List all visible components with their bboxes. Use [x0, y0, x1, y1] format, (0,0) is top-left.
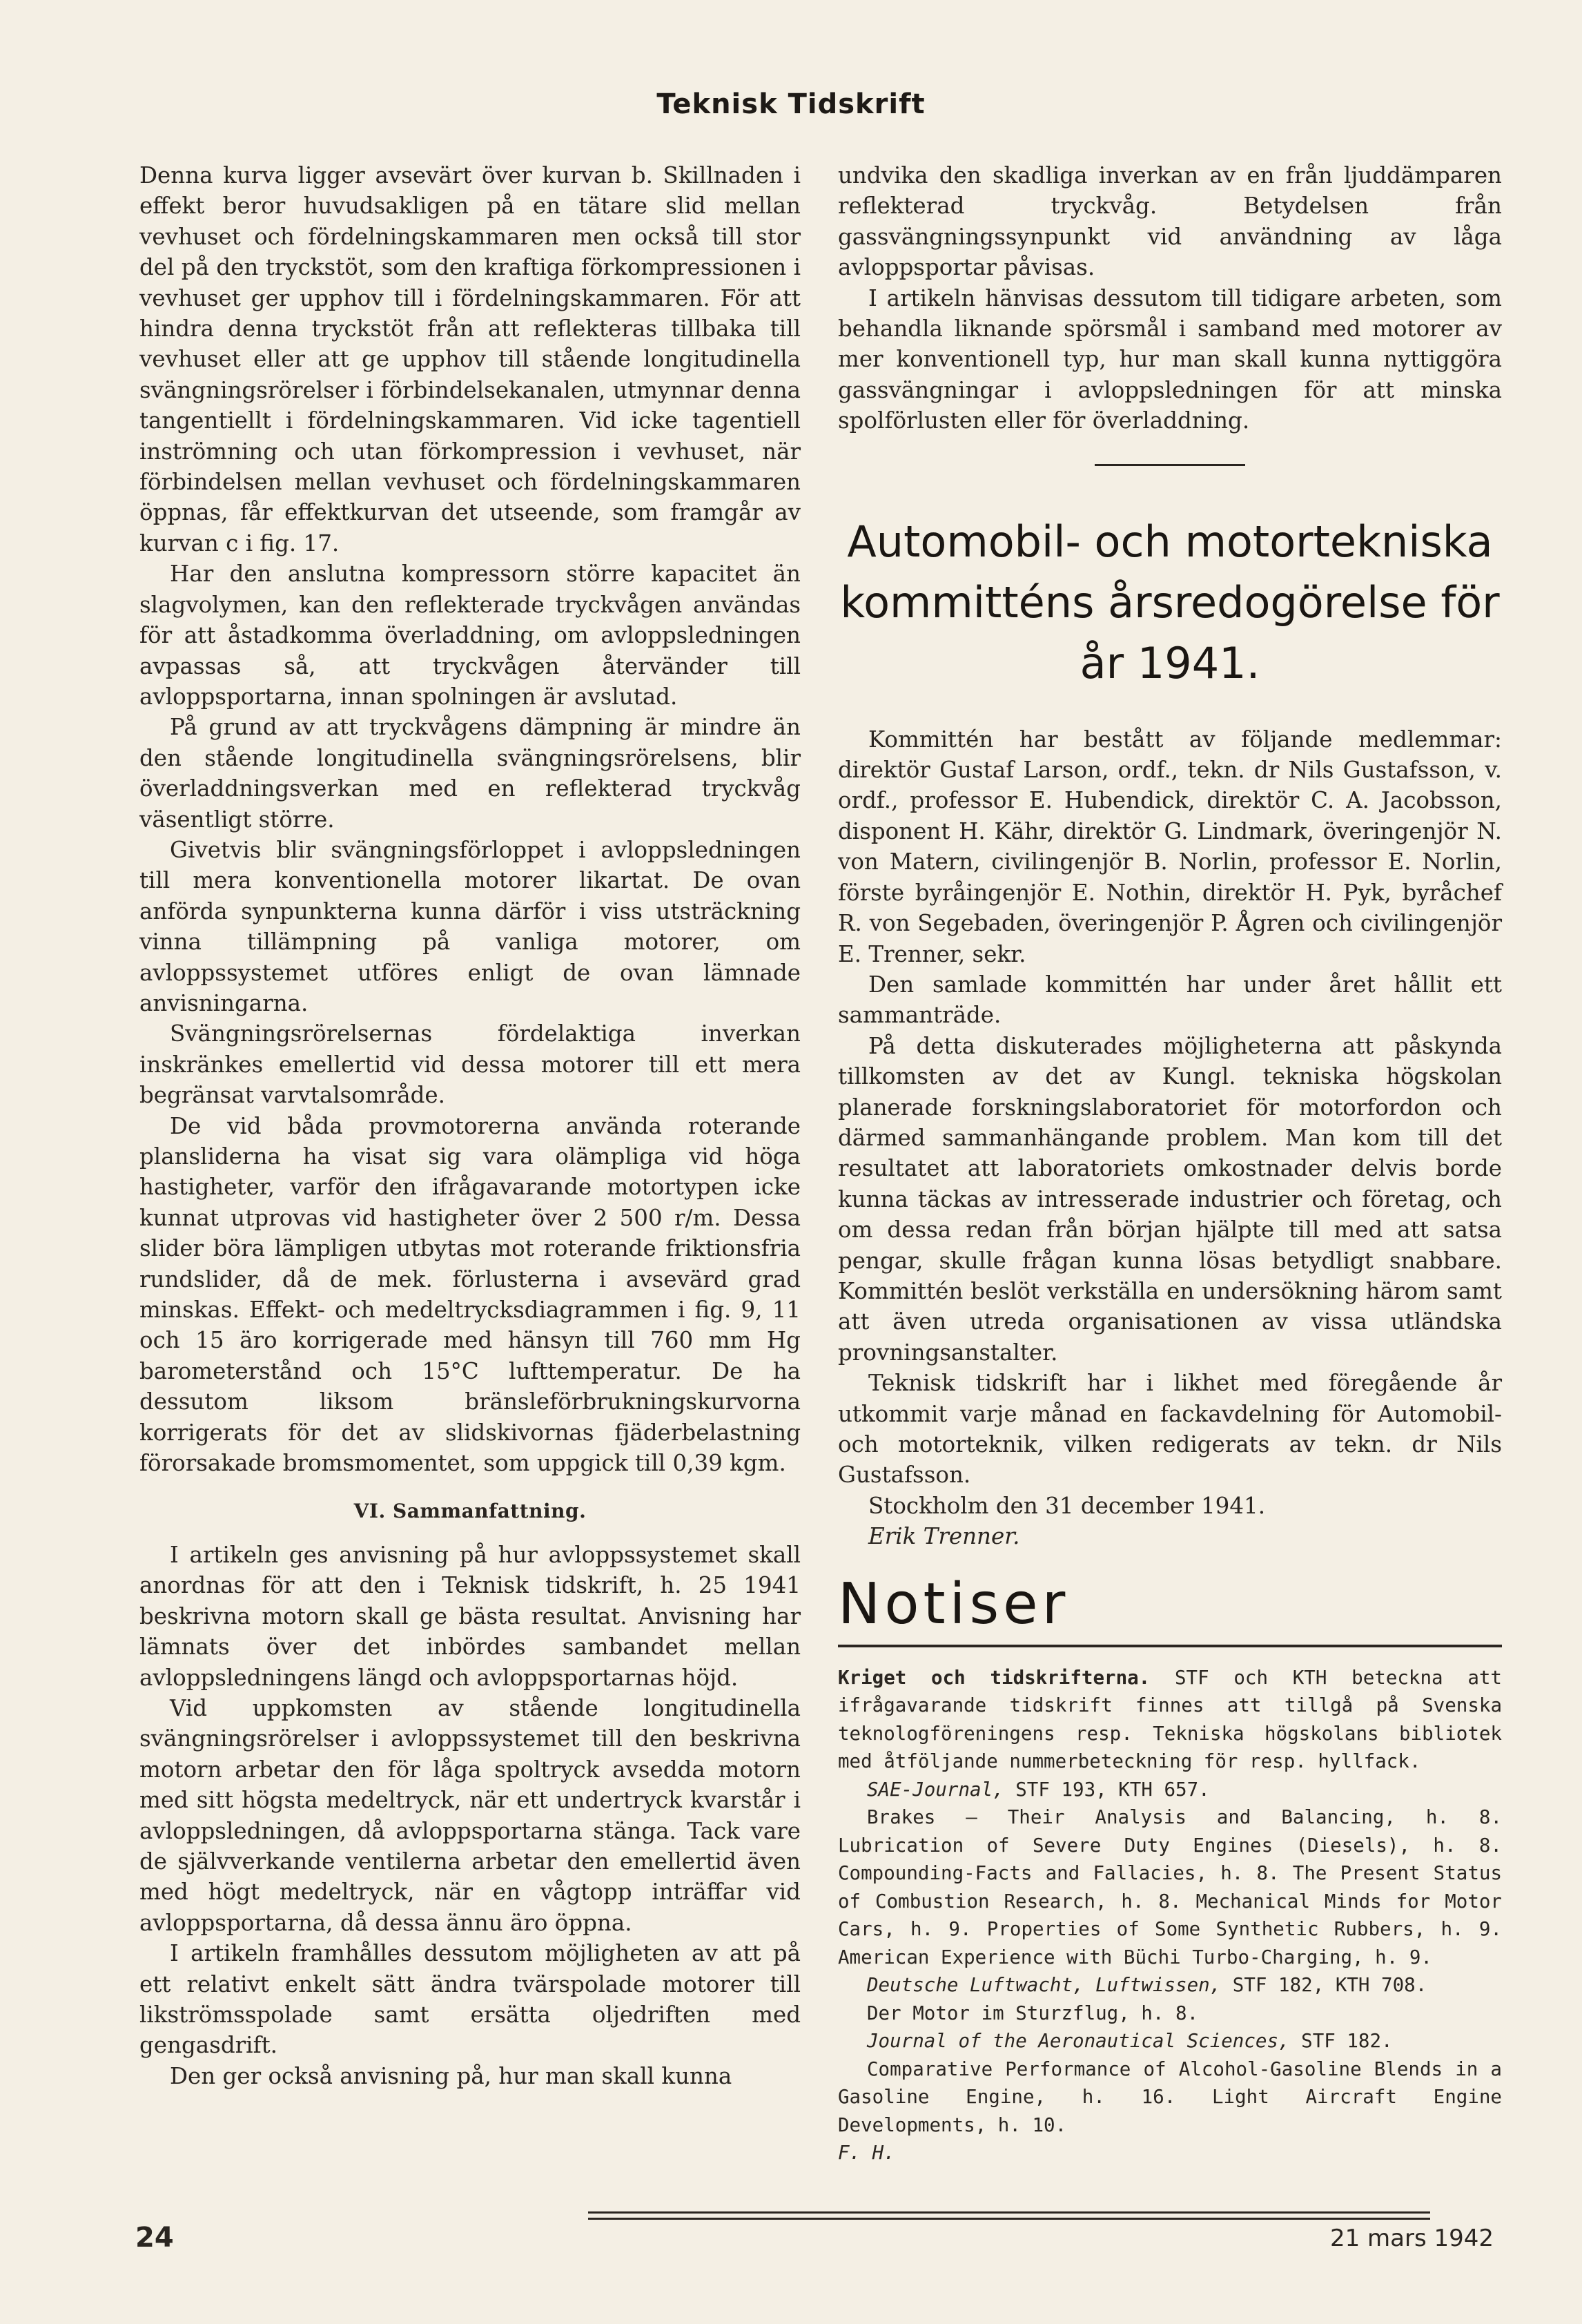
- article-paragraph: Teknisk tidskrift har i likhet med föregående år utkommit varje månad en fackavdelning för Automobil- och motorteknik, vilken redigerats av tekn. dr Nils Gustafsson.: [838, 1370, 1502, 1489]
- footer-rule: [588, 2211, 1430, 2220]
- notiser-rule: [838, 1645, 1502, 1647]
- journal-title: Deutsche Luftwacht, Luftwissen,: [867, 1974, 1222, 1997]
- notiser-lead: [838, 1664, 1502, 1776]
- body-paragraph: På grund av att tryckvågens dämpning är mindre än den stående longitudinella svängningsrörelsens, blir överladdningsverkan med en reflekterad tryckvåg väsentligt större.: [139, 714, 801, 833]
- masthead: Teknisk Tidskrift: [656, 88, 926, 120]
- body-paragraph: Denna kurva ligger avsevärt över kurvan b. Skillnaden i effekt beror huvudsakligen på en tätare slid mellan vevhuset och fördelningskammaren men också till stor del på den tryckstöt, som den kraftiga förkompressionen i vevhuset ger upphov till i fördelningskammaren. För att hindra denna tryckstöt från att reflekteras tillbaka till vevhuset eller att ge upphov till stående longitudinella svängningsrörelser i förbindelsekanalen, utmynnar denna tangentiellt i fördelningskammaren. Vid icke tagentiell inströmning och utan förkompression i vevhuset, när förbindelsen mellan vevhuset och fördelningskammaren öppnas, får effektkurvan det utseende, som framgår av kurvan c i fig. 17.: [139, 162, 801, 556]
- body-paragraph: Den ger också anvisning på, hur man skall kunna: [170, 2062, 732, 2089]
- section-heading: VI. Sammanfattning.: [353, 1500, 587, 1523]
- notiser-signature: F. H.: [838, 2142, 895, 2165]
- body-paragraph: Svängningsrörelsernas fördelaktiga inverkan inskränkes emellertid vid dessa motorer till ett mera begränsat varvtalsområde.: [139, 1020, 801, 1109]
- notiser-item: [838, 1999, 1502, 2028]
- notiser-item: [838, 1776, 1502, 1804]
- left-column: [139, 160, 801, 2091]
- section-divider: [1095, 464, 1245, 466]
- article-paragraph: På detta diskuterades möjligheterna att påskynda tillkomsten av det av Kungl. tekniska högskolan planerade forskningslaboratoriet för motorfordon och därmed sammanhängande problem. Man kom till det resultatet att laboratoriets omkostnader delvis borde kunna täckas av intresserade industrier och företag, och om dessa redan från början hjälpte till med att satsa pengar, skulle frågan kunna lösas betydligt snabbare. Kommittén beslöt verkställa en undersökning härom samt att även utreda organisationen av vissa utländska provningsanstalter.: [838, 1032, 1502, 1366]
- article-paragraph: Den samlade kommittén har under året hållit ett sammanträde.: [838, 971, 1502, 1029]
- notiser-item-text: Der Motor im Sturzflug, h. 8.: [867, 2002, 1199, 2024]
- body-paragraph: De vid båda provmotorerna använda roterande plansliderna ha visat sig vara olämpliga vid höga hastigheter, varför den ifrågavarande motortypen icke kunnat utprovas vid hastigheter över 2 500 r/m. Dessa slider böra lämpligen utbytas mot roterande friktionsfria rundslider, då de mek. förlusterna i avsevärd grad minskas. Effekt- och medeltrycksdiagrammen i fig. 9, 11 och 15 äro korrigerade med hänsyn till 760 mm Hg barometerstånd och 15°C lufttemperatur. De ha dessutom liksom bränsleförbrukningskurvorna korrigerats för det av slidskivornas fjäderbelastning förorsakade bromsmomentet, som uppgick till 0,39 kgm.: [139, 1112, 801, 1477]
- article-title: Automobil- och motortekniska kommitténs årsredogörelse för år 1941.: [840, 516, 1500, 688]
- journal-title: SAE-Journal,: [867, 1778, 1004, 1801]
- notiser-item-text: STF 182, KTH 708.: [1221, 1974, 1427, 1997]
- body-paragraph: I artikeln framhålles dessutom möjligheten av att på ett relativt enkelt sätt ändra tvärspolade motorer till likströmsspolade samt ersätta oljedriften med gengasdrift.: [139, 1940, 801, 2059]
- issue-date: 21 mars 1942: [1329, 2225, 1494, 2252]
- body-paragraph: Givetvis blir svängningsförloppet i avloppsledningen till mera konventionella motorer likartat. De ovan anförda synpunkterna kunna därför i viss utsträckning vinna tillämpning på vanliga motorer, om avloppssystemet utföres enligt de ovan lämnade anvisningarna.: [139, 836, 801, 1016]
- article-paragraphs: [838, 724, 1502, 1522]
- body-paragraph: Vid uppkomsten av stående longitudinella svängningsrörelser i avloppssystemet till den beskrivna motorn arbetar den för låga spoltryck avsedda motorn med sitt högsta medeltryck, när ett undertryck kvarstår i avloppsledningen, då avloppsportarna stänga. Tack vare de självverkande ventilerna arbetar den emellertid även med högt medeltryck, när en vågtopp inträffar vid avloppsportarna, då dessa ännu äro öppna.: [139, 1694, 801, 1936]
- notiser-item: [838, 1971, 1502, 1999]
- notiser-item: [838, 1803, 1502, 1971]
- article-signature: Erik Trenner.: [868, 1523, 1020, 1550]
- notiser-section: [838, 1664, 1502, 2167]
- body-paragraph: undvika den skadliga inverkan av en från ljuddämparen reflekterad tryckvåg. Betydelsen från gassvängningssynpunkt vid användning av låga avloppsportar påvisas.: [838, 162, 1502, 281]
- notiser-item: [838, 2055, 1502, 2140]
- notiser-item: [838, 2027, 1502, 2055]
- article-paragraph: Stockholm den 31 december 1941.: [868, 1492, 1266, 1519]
- right-paragraphs: [838, 160, 1502, 436]
- body-paragraph: I artikeln ges anvisning på hur avloppssystemet skall anordnas för att den i Teknisk tidskrift, h. 25 1941 beskrivna motorn skall ge bästa resultat. Anvisning har lämnats över det inbördes sambandet mellan avloppsledningens längd och avloppsportarnas höjd.: [139, 1541, 801, 1691]
- notiser-lead-title: Kriget och tidskrifterna.: [838, 1666, 1151, 1689]
- notiser-title: Notiser: [838, 1571, 1070, 1637]
- article-paragraph: Kommittén har bestått av följande medlemmar: direktör Gustaf Larson, ordf., tekn. dr Nils Gustafsson, v. ordf., professor E. Hubendick, direktör C. A. Jacobsson, disponent H. Kähr, direktör G. Lindmark, överingenjör N. von Matern, civilingenjör B. Norlin, professor E. Norlin, förste byråingenjör E. Nothin, direktör H. Pyk, byråchef R. von Segebaden, överingenjör P. Ågren och civilingenjör E. Trenner, sekr.: [838, 726, 1502, 967]
- notiser-item-text: STF 182.: [1289, 2030, 1393, 2053]
- left-paragraphs: [139, 160, 801, 1478]
- notiser-items: [838, 1776, 1502, 2140]
- right-column: [838, 160, 1502, 2167]
- notiser-lead-text: STF och KTH beteckna att ifrågavarande tidskrift finnes att tillgå på Svenska teknologföreningens resp. Tekniska högskolans bibliotek med åtföljande nummerbeteckning för resp. hyllfack.: [838, 1666, 1502, 1773]
- body-paragraph: Har den anslutna kompressorn större kapacitet än slagvolymen, kan den reflekterade tryckvågen användas för att åstadkomma överladdning, om avloppsledningen avpassas så, att tryckvågen återvänder till avloppsportarna, innan spolningen är avslutad.: [139, 561, 801, 710]
- journal-title: Journal of the Aeronautical Sciences,: [867, 2030, 1290, 2053]
- body-paragraph: I artikeln hänvisas dessutom till tidigare arbeten, som behandla liknande spörsmål i samband med motorer av mer konventionell typ, hur man skall kunna nyttiggöra gassvängningar i avloppsledningen för att minska spolförlusten eller för överladdning.: [838, 284, 1502, 434]
- notiser-item-text: STF 193, KTH 657.: [1004, 1778, 1210, 1801]
- left-paragraphs-summary: [139, 1540, 801, 2091]
- page-number: 24: [135, 2222, 174, 2254]
- notiser-item-text: Comparative Performance of Alcohol-Gasoline Blends in a Gasoline Engine, h. 16. Light Aircraft Engine Developments, h. 10.: [838, 2057, 1502, 2136]
- notiser-item-text: Brakes — Their Analysis and Balancing, h. 8. Lubrication of Severe Duty Engines (Diesels), h. 8. Compounding-Facts and Fallacies, h. 8. The Present Status of Combustion Research, h. 8. Mechanical Minds for Motor Cars, h. 9. Properties of Some Synthetic Rubbers, h. 9. American Experience with Büchi Turbo-Charging, h. 9.: [838, 1806, 1502, 1968]
